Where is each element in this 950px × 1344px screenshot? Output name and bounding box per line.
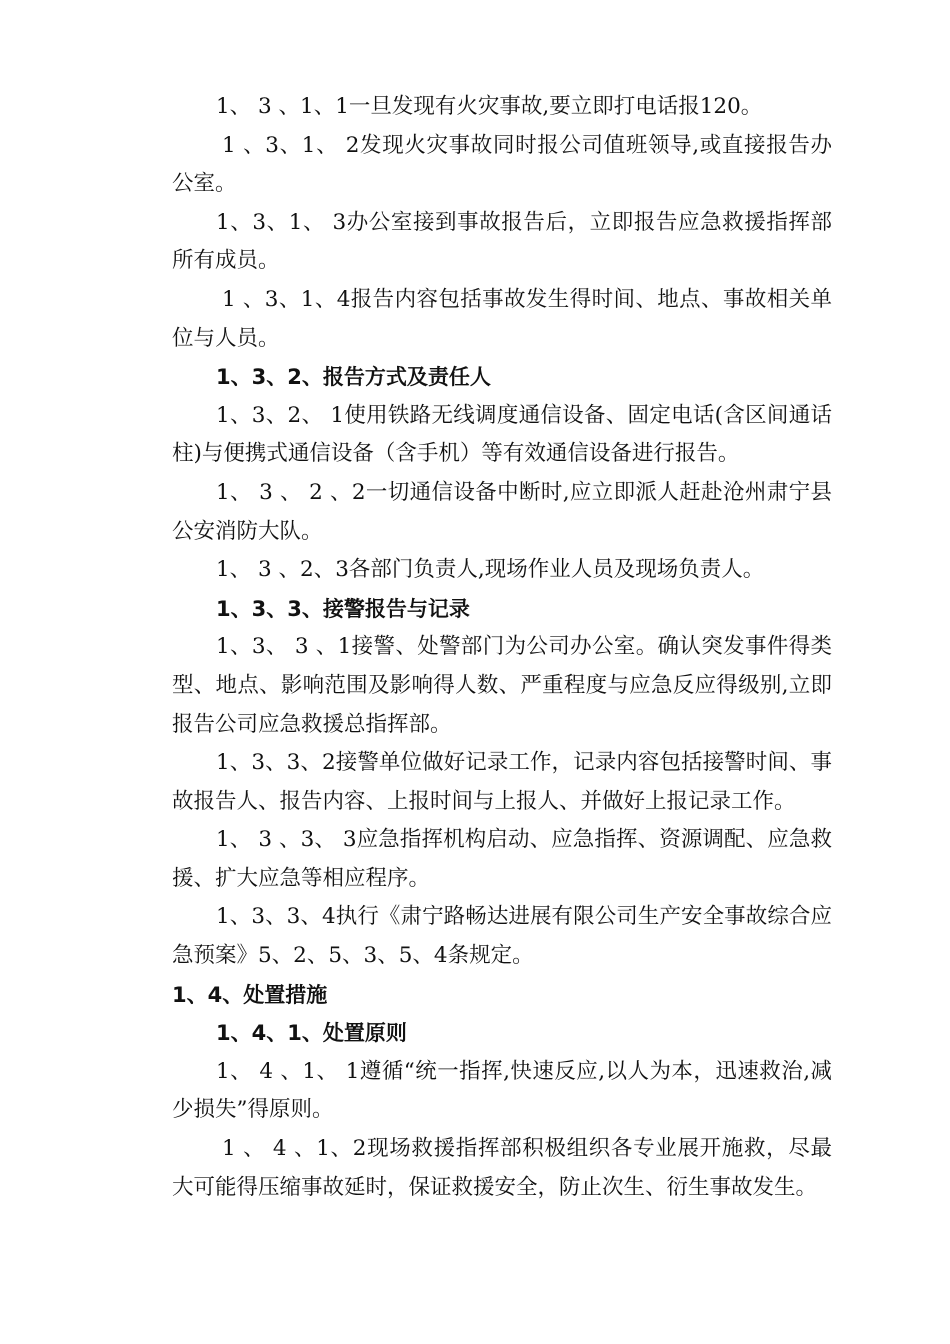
paragraph-1-3-2-1: 1、3、2、 1使用铁路无线调度通信设备、固定电话(含区间通话柱)与便携式通信设备（含手机）等有效通信设备进行报告。	[172, 402, 832, 467]
paragraph-1-3-2-3: 1、 3 、2、3各部门负责人,现场作业人员及现场负责人。	[216, 557, 765, 583]
heading-1-3-3: 1、3、3、接警报告与记录	[216, 596, 470, 621]
document-body	[172, 88, 832, 1207]
paragraph-1-4-1-1: 1、 4 、1、 1遵循“统一指挥,快速反应,以人为本，迅速救治,减少损失”得原则。	[172, 1058, 832, 1123]
paragraph-1-3-3-2: 1、3、3、2接警单位做好记录工作，记录内容包括接警时间、事故报告人、报告内容、上报时间与上报人、并做好上报记录工作。	[172, 750, 832, 814]
paragraph-1-3-1-2: 1 、3、1、 2发现火灾事故同时报公司值班领导,或直接报告办公室。	[172, 132, 832, 197]
paragraph-1-3-2-2: 1、 3 、 2 、2一切通信设备中断时,应立即派人赶赴沧州肃宁县公安消防大队。	[172, 479, 832, 544]
paragraph-1-3-3-3: 1、 3 、3、 3应急指挥机构启动、应急指挥、资源调配、应急救援、扩大应急等相应程序。	[172, 827, 832, 891]
paragraph-1-3-3-4: 1、3、3、4执行《肃宁路畅达进展有限公司生产安全事故综合应急预案》5、2、5、3、5、4条规定。	[172, 904, 832, 969]
heading-1-4: 1、4、处置措施	[172, 982, 328, 1007]
paragraph-1-3-1-4: 1 、3、1、4报告内容包括事故发生得时间、地点、事故相关单位与人员。	[172, 286, 832, 351]
paragraph-1-4-1-2: 1 、 4 、1、2现场救援指挥部积极组织各专业展开施救，尽最大可能得压缩事故延时，保证救援安全，防止次生、衍生事故发生。	[172, 1136, 832, 1200]
heading-1-3-2: 1、3、2、报告方式及责任人	[216, 365, 491, 390]
paragraph-1-3-1-3: 1、3、1、 3办公室接到事故报告后，立即报告应急救援指挥部所有成员。	[172, 209, 832, 274]
paragraph-1-3-1-1: 1、 3 、1、1一旦发现有火灾事故,要立即打电话报120。	[216, 94, 763, 119]
heading-1-4-1: 1、4、1、处置原则	[216, 1021, 407, 1046]
paragraph-1-3-3-1: 1、3、 3 、1接警、处警部门为公司办公室。确认突发事件得类型、地点、影响范围及影响得人数、严重程度与应急反应得级别,立即报告公司应急救援总指挥部。	[172, 634, 832, 737]
